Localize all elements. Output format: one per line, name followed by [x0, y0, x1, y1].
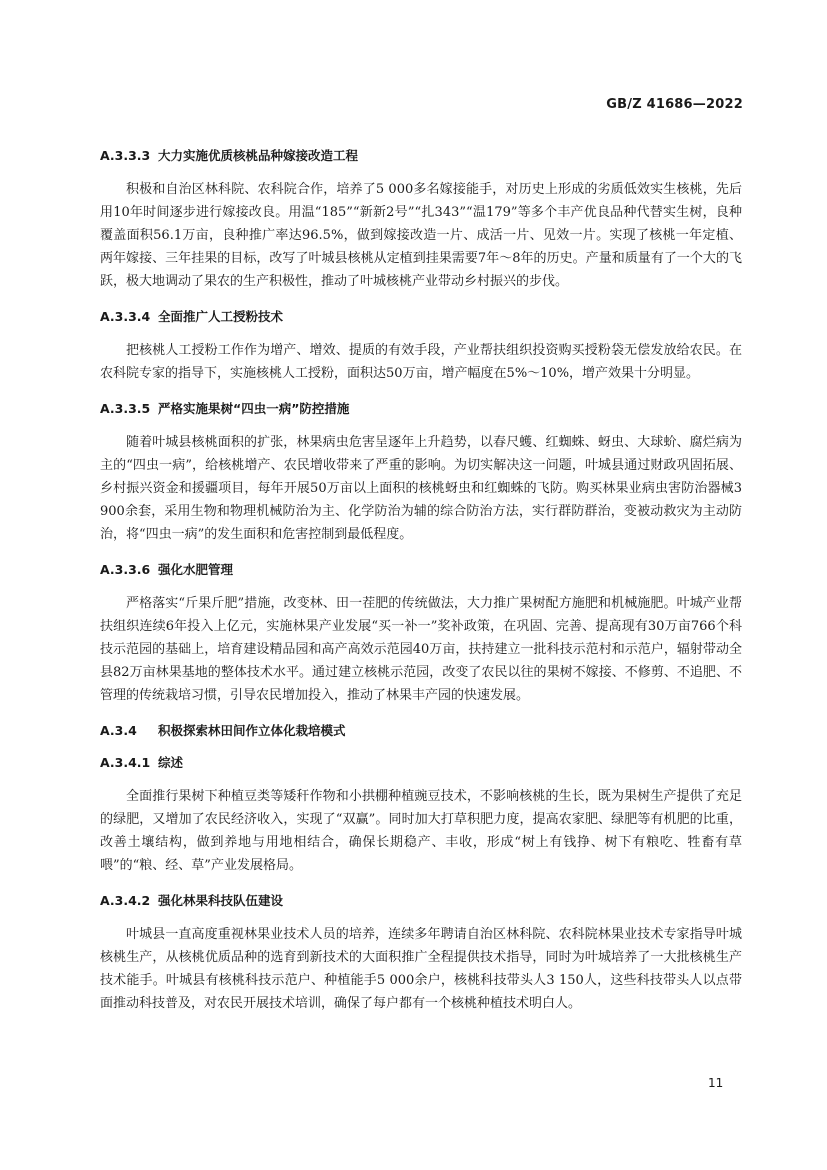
standard-number: GB/Z 41686—2022 — [606, 97, 743, 112]
section-title: 大力实施优质核桃品种嫁接改造工程 — [158, 148, 359, 163]
section-title: 严格实施果树“四虫一病”防控措施 — [158, 401, 350, 416]
section-title: 积极探索林田间作立体化栽培模式 — [158, 723, 346, 738]
section-heading — [100, 399, 742, 419]
section-number: A.3.4 — [100, 723, 137, 738]
section-number: A.3.3.5 — [100, 401, 151, 416]
section-number: A.3.3.4 — [100, 309, 151, 324]
section-paragraph: 随着叶城县核桃面积的扩张，林果病虫危害呈逐年上升趋势，以春尺蠖、红蜘蛛、蚜虫、大球蚧、腐烂病为主的“四虫一病”，给核桃增产、农民增收带来了严重的影响。为切实解决这一问题，叶城县通过财政巩固拓展、乡村振兴资金和援疆项目，每年开展50万亩以上面积的核桃蚜虫和红蜘蛛的飞防。购买林果业病虫害防治器械3 900余套，采用生物和物理机械防治为主、化学防治为辅的综合防治方法，实行群防群治，变被动救灾为主动防治，将“四虫一病”的发生面积和危害控制到最低程度。 — [100, 435, 742, 542]
section-heading — [100, 721, 742, 741]
section-number: A.3.4.2 — [100, 893, 151, 908]
section-title: 强化水肥管理 — [158, 562, 234, 577]
section-heading — [100, 560, 742, 580]
section-heading — [100, 146, 742, 166]
section-title: 全面推广人工授粉技术 — [158, 309, 284, 324]
section-title: 综述 — [158, 755, 184, 770]
section-paragraph: 把核桃人工授粉工作作为增产、增效、提质的有效手段，产业帮扶组织投资购买授粉袋无偿发放给农民。在农科院专家的指导下，实施核桃人工授粉，面积达50万亩，增产幅度在5%～10%，增产效果十分明显。 — [100, 343, 742, 381]
section-number: A.3.3.6 — [100, 562, 151, 577]
section-heading — [100, 307, 742, 327]
section-paragraph: 积极和自治区林科院、农科院合作，培养了5 000多名嫁接能手，对历史上形成的劣质低效实生核桃，先后用10年时间逐步进行嫁接改良。用温“185”“新新2号”“扎343”“温179”等多个丰产优良品种代替实生树，良种覆盖面积56.1万亩，良种推广率达96.5%，做到嫁接改造一片、成活一片、见效一片。实现了核桃一年定植、两年嫁接、三年挂果的目标，改写了叶城县核桃从定植到挂果需要7年～8年的历史。产量和质量有了一个大的飞跃，极大地调动了果农的生产积极性，推动了叶城核桃产业带动乡村振兴的步伐。 — [100, 182, 742, 289]
document-body — [100, 146, 742, 1029]
page-number: 11 — [708, 1076, 724, 1090]
section-paragraph: 严格落实“斤果斤肥”措施，改变林、田一茬肥的传统做法，大力推广果树配方施肥和机械施肥。叶城产业帮扶组织连续6年投入上亿元，实施林果产业发展“买一补一”奖补政策，在巩固、完善、提高现有30万亩766个科技示范园的基础上，培育建设精品园和高产高效示范园40万亩，扶持建立一批科技示范村和示范户，辐射带动全县82万亩林果基地的整体技术水平。通过建立核桃示范园，改变了农民以往的果树不嫁接、不修剪、不追肥、不管理的传统栽培习惯，引导农民增加投入，推动了林果丰产园的快速发展。 — [100, 596, 742, 703]
section-number: A.3.3.3 — [100, 148, 151, 163]
section-paragraph: 全面推行果树下种植豆类等矮秆作物和小拱棚种植豌豆技术，不影响核桃的生长，既为果树生产提供了充足的绿肥，又增加了农民经济收入，实现了“双赢”。同时加大打草积肥力度，提高农家肥、绿肥等有机肥的比重，改善土壤结构，做到养地与用地相结合，确保长期稳产、丰收，形成“树上有钱挣、树下有粮吃、牲畜有草喂”的“粮、经、草”产业发展格局。 — [100, 789, 742, 873]
section-number: A.3.4.1 — [100, 755, 151, 770]
section-paragraph: 叶城县一直高度重视林果业技术人员的培养，连续多年聘请自治区林科院、农科院林果业技术专家指导叶城核桃生产，从核桃优质品种的选育到新技术的大面积推广全程提供技术指导，同时为叶城培养了一大批核桃生产技术能手。叶城县有核桃科技示范户、种植能手5 000余户，核桃科技带头人3 150人，这些科技带头人以点带面推动科技普及，对农民开展技术培训，确保了每户都有一个核桃种植技术明白人。 — [100, 927, 742, 1011]
section-heading — [100, 891, 742, 911]
section-heading — [100, 753, 742, 773]
section-title: 强化林果科技队伍建设 — [158, 893, 284, 908]
